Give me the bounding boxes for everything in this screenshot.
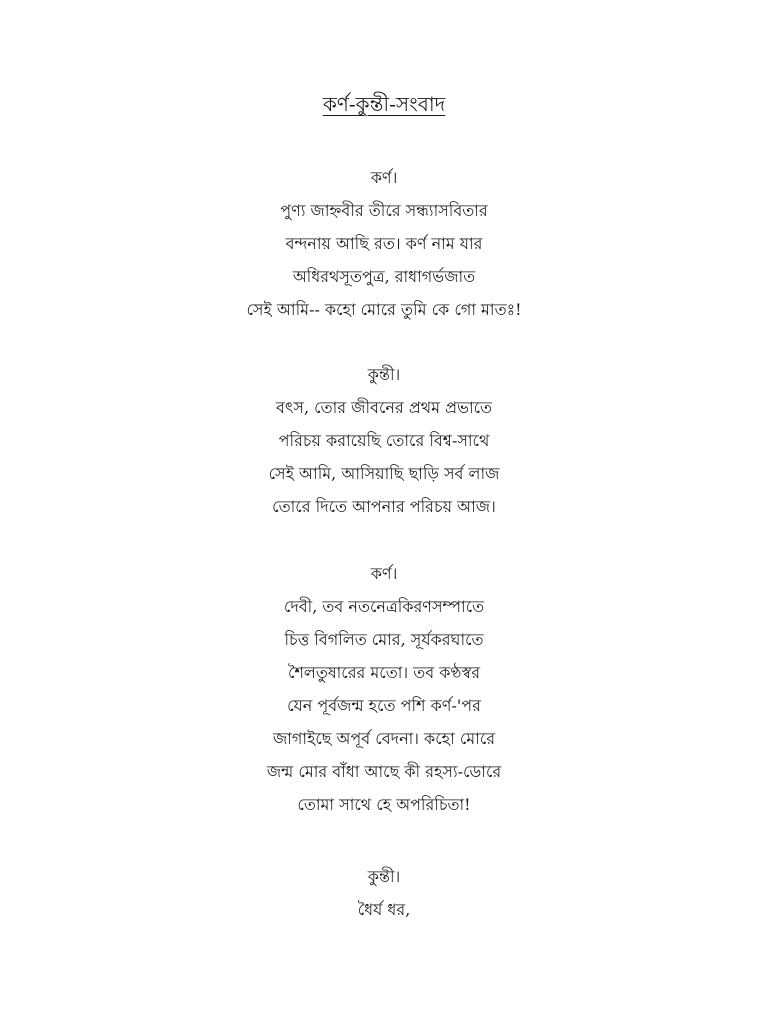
verse-line: সেই আমি, আসিয়াছি ছাড়ি সর্ব লাজ <box>268 464 500 483</box>
stanza-karna-1 <box>0 161 768 326</box>
verse-line: জাগাইছে অপূর্ব বেদনা। কহো মোরে <box>272 729 496 748</box>
verse-line: বৎস, তোর জীবনের প্রথম প্রভাতে <box>275 398 493 417</box>
verse-line: যেন পূর্বজন্ম হতে পশি কর্ণ-'পর <box>287 696 481 715</box>
verse-line: শৈলতুষারের মতো। তব কণ্ঠস্বর <box>287 663 481 682</box>
verse-line: তোমা সাথে হে অপরিচিতা! <box>297 795 471 814</box>
speaker-label: কর্ণ। <box>370 168 398 187</box>
verse-line: চিত্ত বিগলিত মোর, সূর্যকরঘাতে <box>284 630 484 649</box>
verse-line: দেবী, তব নতনেত্রকিরণসম্পাতে <box>283 597 485 616</box>
speaker-label: কুন্তী। <box>367 365 401 384</box>
verse-line: পরিচয় করায়েছি তোরে বিশ্ব-সাথে <box>278 431 490 450</box>
verse-line: ধৈর্য ধর, <box>357 900 411 919</box>
stanza-karna-2 <box>0 557 768 821</box>
verse-line: জন্ম মোর বাঁধা আছে কী রহস্য-ডোরে <box>266 762 502 781</box>
verse-line: সেই আমি-- কহো মোরে তুমি কে গো মাতঃ! <box>246 300 522 319</box>
verse-line: অধিরথসূতপুত্র, রাধাগর্ভজাত <box>292 267 476 286</box>
stanza-kunti-1 <box>0 358 768 523</box>
verse-line: তোরে দিতে আপনার পরিচয় আজ। <box>272 497 496 516</box>
verse-line: বন্দনায় আছি রত। কর্ণ নাম যার <box>285 234 483 253</box>
speaker-label: কর্ণ। <box>370 564 398 583</box>
verse-line: পুণ্য জাহ্নবীর তীরে সন্ধ্যাসবিতার <box>280 201 488 220</box>
poem-title-text: কর্ণ-কুন্তী-সংবাদ <box>322 92 446 116</box>
speaker-label: কুন্তী। <box>367 867 401 886</box>
stanza-kunti-2 <box>0 860 768 926</box>
poem-title <box>0 90 768 118</box>
